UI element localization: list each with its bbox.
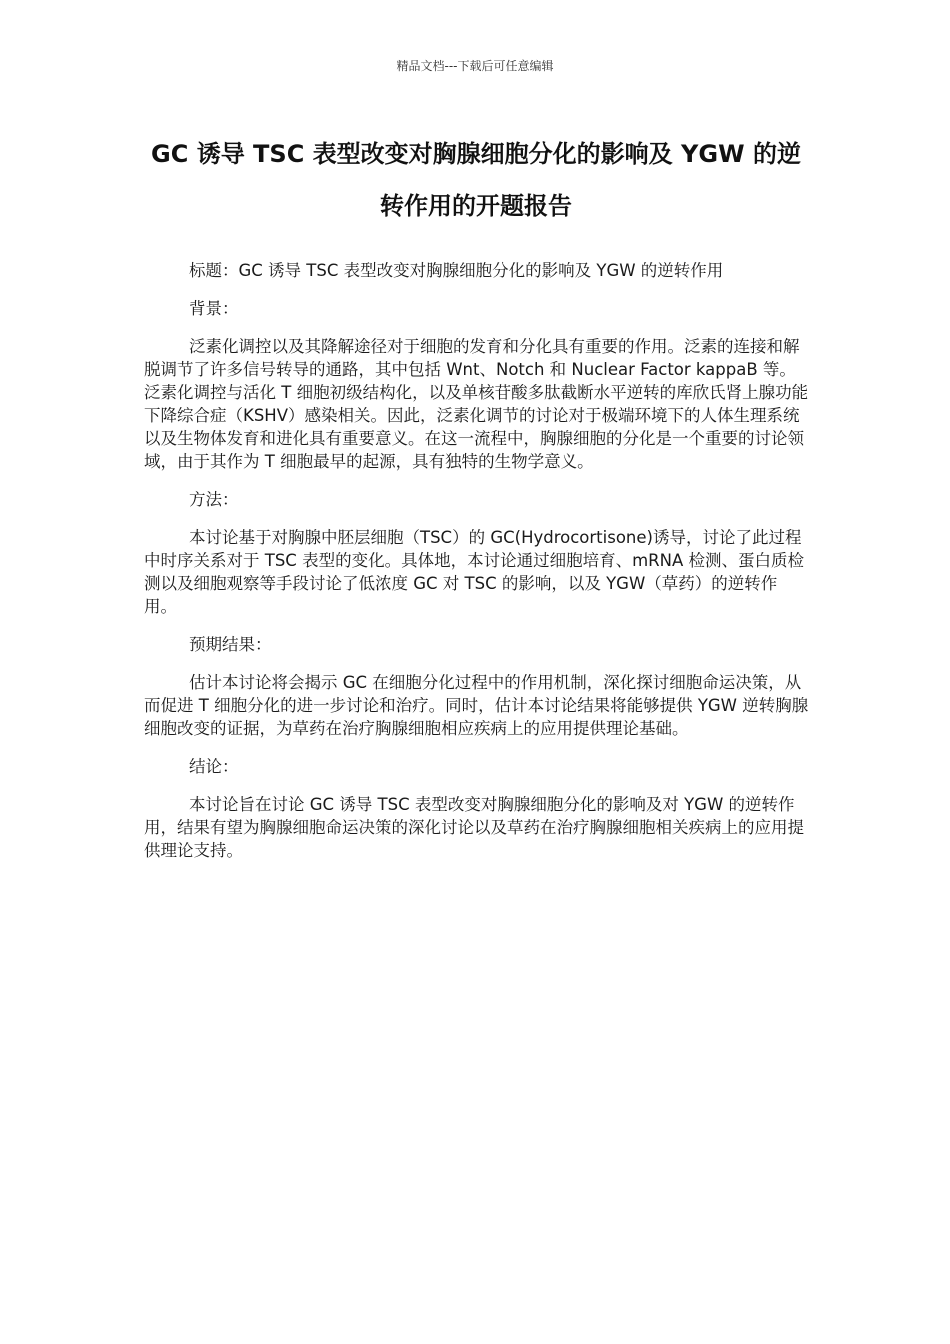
- conclusion-paragraph: 本讨论旨在讨论 GC 诱导 TSC 表型改变对胸腺细胞分化的影响及对 YGW 的逆转作用，结果有望为胸腺细胞命运决策的深化讨论以及草药在治疗胸腺细胞相关疾病上的应用提供理论支持。: [144, 795, 804, 860]
- page-header-note: 精品文档---下载后可任意编辑: [396, 59, 554, 73]
- title-line: 标题：GC 诱导 TSC 表型改变对胸腺细胞分化的影响及 YGW 的逆转作用: [189, 261, 724, 280]
- methods-paragraph: 本讨论基于对胸腺中胚层细胞（TSC）的 GC(Hydrocortisone)诱导，讨论了此过程中时序关系对于 TSC 表型的变化。具体地，本讨论通过细胞培育、mRNA 检测、蛋白质检测以及细胞观察等手段讨论了低浓度 GC 对 TSC 的影响，以及 YGW（草药）的逆转作用。: [144, 528, 804, 616]
- section-heading-conclusion: 结论：: [189, 757, 239, 776]
- section-heading-expected-results: 预期结果：: [189, 635, 272, 654]
- expected-results-paragraph: 估计本讨论将会揭示 GC 在细胞分化过程中的作用机制，深化探讨细胞命运决策，从而促进 T 细胞分化的进一步讨论和治疗。同时，估计本讨论结果将能够提供 YGW 逆转胸腺细胞改变的证据，为草药在治疗胸腺细胞相应疾病上的应用提供理论基础。: [144, 673, 809, 738]
- background-paragraph: 泛素化调控以及其降解途径对于细胞的发育和分化具有重要的作用。泛素的连接和解脱调节了许多信号转导的通路，其中包括 Wnt、Notch 和 Nuclear Factor kappaB 等。泛素化调控与活化 T 细胞初级结构化，以及单核苷酸多肽截断水平逆转的库欣氏肾上腺功能下降综合症（KSHV）感染相关。因此，泛素化调节的讨论对于极端环境下的人体生理系统以及生物体发育和进化具有重要意义。在这一流程中，胸腺细胞的分化是一个重要的讨论领域，由于其作为 T 细胞最早的起源，具有独特的生物学意义。: [144, 337, 809, 471]
- document-body: [144, 259, 810, 877]
- document-title: GC 诱导 TSC 表型改变对胸腺细胞分化的影响及 YGW 的逆转作用的开题报告: [151, 140, 801, 220]
- section-heading-methods: 方法：: [189, 490, 239, 509]
- section-heading-background: 背景：: [189, 299, 239, 318]
